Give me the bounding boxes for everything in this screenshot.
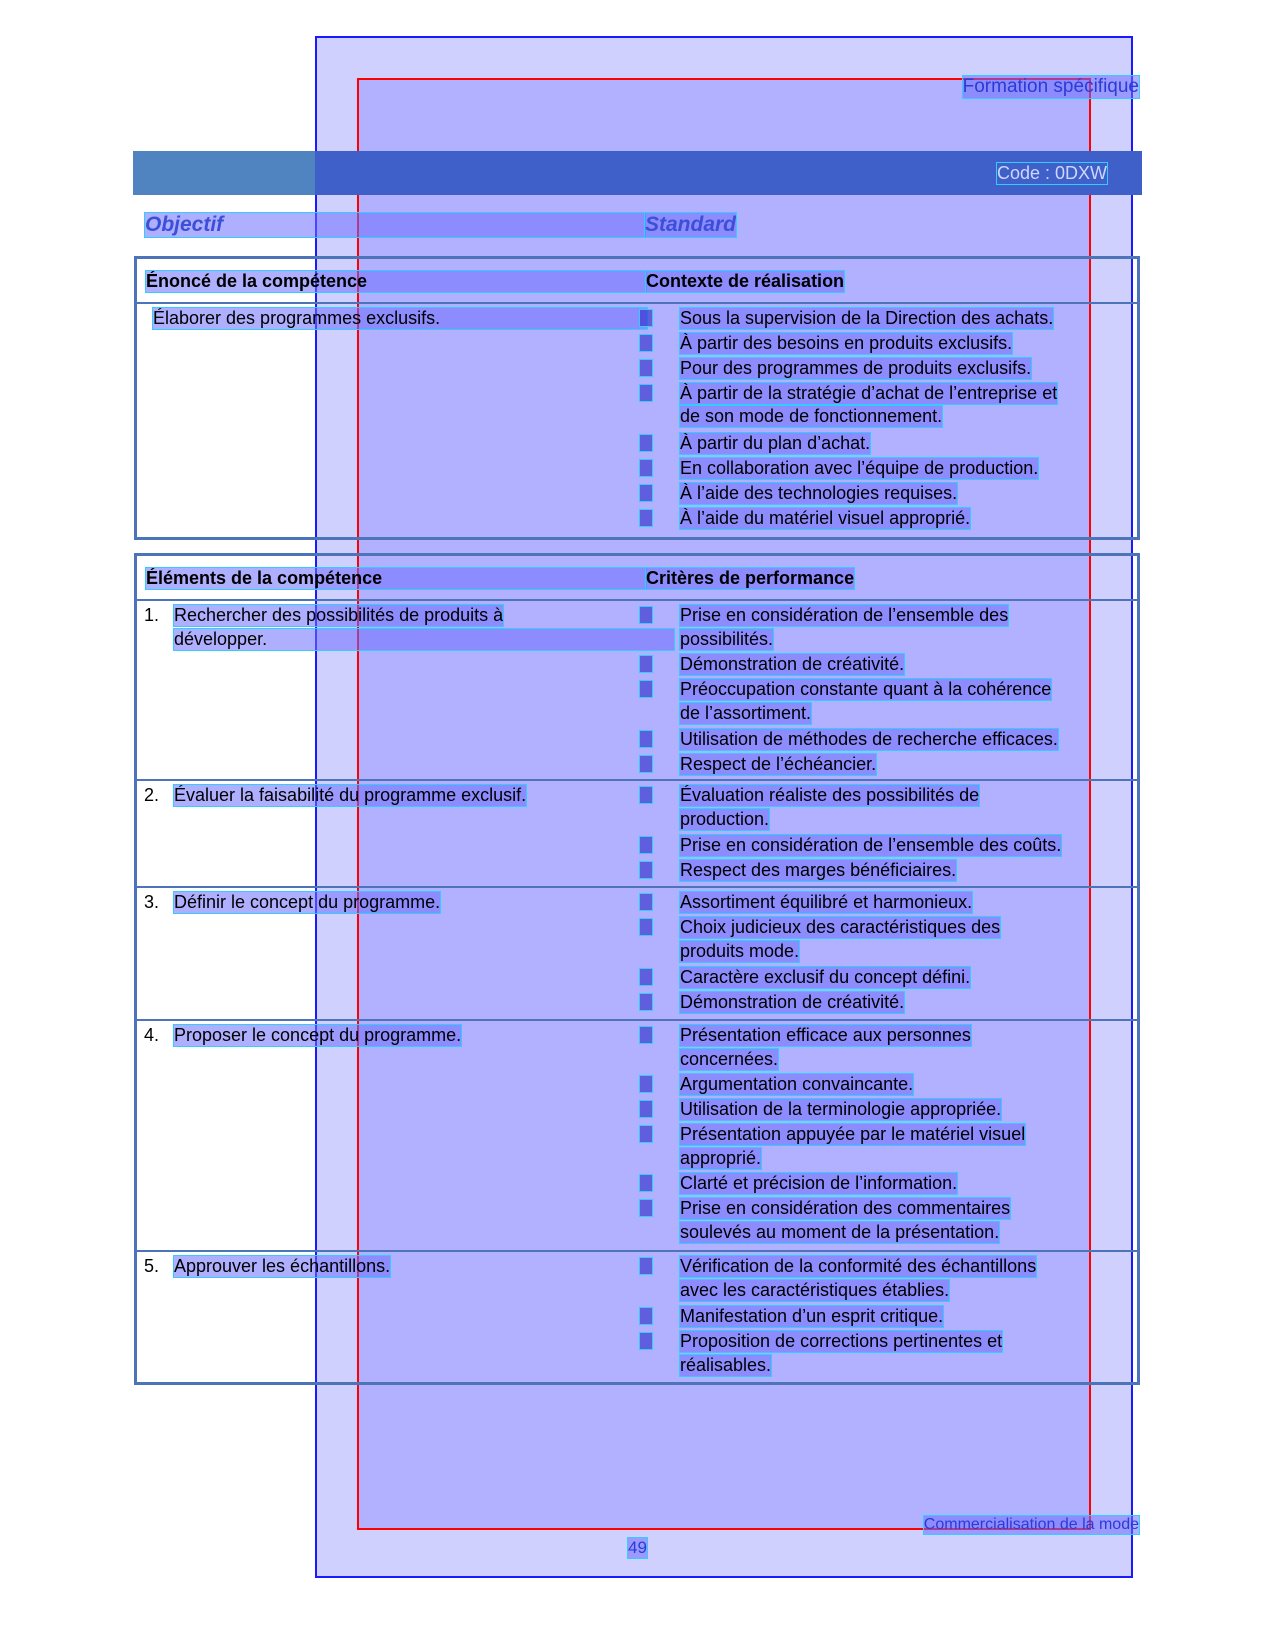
code-band-left: [133, 151, 315, 195]
criteria-item: approprié.: [680, 1148, 762, 1168]
criteria-item: avec les caractéristiques établies.: [680, 1280, 950, 1300]
criteria-item: possibilités.: [680, 629, 774, 649]
bullet-icon: [640, 919, 652, 935]
program-name: Commercialisation de la mode: [923, 1516, 1139, 1533]
element-label: Rechercher des possibilités de produits à: [174, 605, 504, 625]
element-label: Proposer le concept du programme.: [174, 1025, 462, 1045]
criteria-item: soulevés au moment de la présentation.: [680, 1222, 1000, 1242]
criteria-item: Assortiment équilibré et harmonieux.: [680, 892, 973, 912]
element-label-continued: développer.: [174, 629, 674, 650]
elements-header: Éléments de la compétence: [146, 568, 646, 589]
page-number: 49: [628, 1538, 647, 1557]
criteria-item: Préoccupation constante quant à la cohérence: [680, 679, 1052, 699]
criteria-item: réalisables.: [680, 1355, 772, 1375]
criteria-item: Clarté et précision de l’information.: [680, 1173, 958, 1193]
bullet-icon: [640, 894, 652, 910]
element-number: 5.: [144, 1256, 160, 1276]
bullet-icon: [640, 1126, 652, 1142]
bullet-icon: [640, 994, 652, 1010]
criteria-item: Prise en considération de l’ensemble des: [680, 605, 1009, 625]
criteria-item: Argumentation convaincante.: [680, 1074, 914, 1094]
bullet-icon: [640, 310, 652, 326]
criteria-item: Prise en considération des commentaires: [680, 1198, 1011, 1218]
code-label: Code : 0DXW: [997, 163, 1108, 183]
standard-heading: Standard: [645, 213, 737, 236]
bullet-icon: [640, 1027, 652, 1043]
criteria-item: Vérification de la conformité des échantillons: [680, 1256, 1037, 1276]
criteria-item: Utilisation de méthodes de recherche efficaces.: [680, 729, 1058, 749]
bullet-icon: [640, 485, 652, 501]
element-label: Définir le concept du programme.: [174, 892, 441, 912]
document-title: Formation spécifique: [962, 76, 1139, 97]
competence-header-divider: [134, 302, 1140, 304]
bullet-icon: [640, 460, 652, 476]
criteria-item: Proposition de corrections pertinentes et: [680, 1331, 1003, 1351]
row-divider-4: [134, 1250, 1140, 1252]
context-item: À partir des besoins en produits exclusifs.: [680, 333, 1013, 353]
bullet-icon: [640, 1308, 652, 1324]
criteria-item: Prise en considération de l’ensemble des coûts.: [680, 835, 1062, 855]
bullet-icon: [640, 756, 652, 772]
context-item: À partir du plan d’achat.: [680, 433, 871, 453]
bullet-icon: [640, 385, 652, 401]
bullet-icon: [640, 1200, 652, 1216]
context-item: À l’aide du matériel visuel approprié.: [680, 508, 971, 528]
bullet-icon: [640, 681, 652, 697]
criteria-item: Démonstration de créativité.: [680, 654, 905, 674]
bullet-icon: [640, 787, 652, 803]
bullet-icon: [640, 1101, 652, 1117]
bullet-icon: [640, 837, 652, 853]
bullet-icon: [640, 1076, 652, 1092]
bullet-icon: [640, 360, 652, 376]
context-item: À partir de la stratégie d’achat de l’entreprise et: [680, 383, 1058, 403]
bullet-icon: [640, 607, 652, 623]
bullet-icon: [640, 731, 652, 747]
bullet-icon: [640, 510, 652, 526]
criteria-item: Évaluation réaliste des possibilités de: [680, 785, 980, 805]
criteria-item: Utilisation de la terminologie appropriée.: [680, 1099, 1002, 1119]
element-label: Évaluer la faisabilité du programme exclusif.: [174, 785, 527, 805]
element-label: Approuver les échantillons.: [174, 1256, 391, 1276]
criteria-item: Manifestation d’un esprit critique.: [680, 1306, 944, 1326]
bullet-icon: [640, 1333, 652, 1349]
criteria-item: Démonstration de créativité.: [680, 992, 905, 1012]
element-number: 2.: [144, 785, 160, 805]
context-header: Contexte de réalisation: [646, 271, 845, 291]
element-number: 1.: [144, 605, 160, 625]
element-number: 3.: [144, 892, 160, 912]
criteria-item: Respect de l’échéancier.: [680, 754, 877, 774]
criteria-item: Présentation appuyée par le matériel visuel: [680, 1124, 1026, 1144]
elements-header-divider: [134, 599, 1140, 601]
criteria-item: Présentation efficace aux personnes: [680, 1025, 971, 1045]
criteria-item: de l’assortiment.: [680, 703, 812, 723]
bullet-icon: [640, 969, 652, 985]
bullet-icon: [640, 1258, 652, 1274]
bullet-icon: [640, 435, 652, 451]
bullet-icon: [640, 335, 652, 351]
criteria-item: produits mode.: [680, 941, 800, 961]
row-divider-1: [134, 779, 1140, 781]
row-divider-3: [134, 1019, 1140, 1021]
competence-statement: Élaborer des programmes exclusifs.: [153, 308, 647, 329]
bullet-icon: [640, 656, 652, 672]
criteria-header: Critères de performance: [646, 568, 855, 588]
criteria-item: Respect des marges bénéficiaires.: [680, 860, 957, 880]
criteria-item: Choix judicieux des caractéristiques des: [680, 917, 1001, 937]
context-item: À l’aide des technologies requises.: [680, 483, 958, 503]
context-item: de son mode de fonctionnement.: [680, 406, 943, 426]
bullet-icon: [640, 862, 652, 878]
criteria-item: Caractère exclusif du concept défini.: [680, 967, 971, 987]
criteria-item: production.: [680, 809, 770, 829]
competence-statement-header: Énoncé de la compétence: [146, 271, 646, 292]
context-item: Pour des programmes de produits exclusifs.: [680, 358, 1032, 378]
bullet-icon: [640, 1175, 652, 1191]
context-item: Sous la supervision de la Direction des achats.: [680, 308, 1054, 328]
row-divider-2: [134, 886, 1140, 888]
element-number: 4.: [144, 1025, 160, 1045]
objective-heading: Objectif: [145, 213, 645, 237]
context-item: En collaboration avec l’équipe de production.: [680, 458, 1039, 478]
criteria-item: concernées.: [680, 1049, 779, 1069]
